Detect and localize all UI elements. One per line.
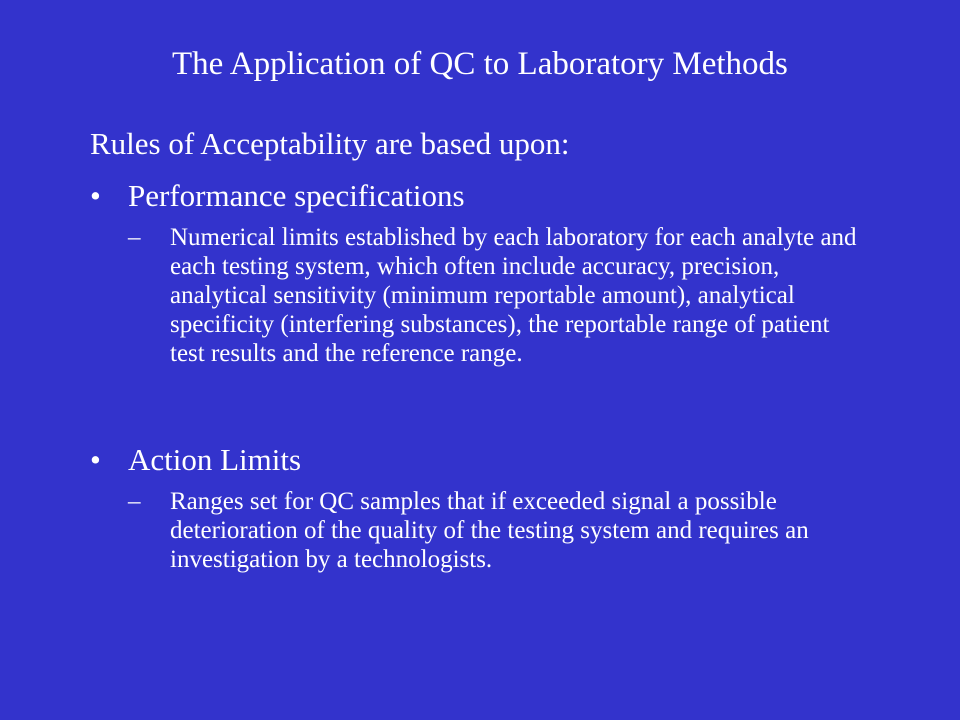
sub-item-text: Ranges set for QC samples that if exceeded signal a possible deterioration of the quality of the testing system and requires an investigation by a technologists. bbox=[170, 488, 809, 573]
intro-text: Rules of Acceptability are based upon: bbox=[90, 126, 570, 161]
bullet-dot: • bbox=[90, 178, 101, 213]
bullet-dot: • bbox=[90, 442, 101, 477]
bullet-performance-specifications bbox=[90, 176, 465, 216]
bullet-action-limits bbox=[90, 440, 301, 480]
sub-item-action-limits bbox=[128, 487, 868, 574]
slide-title: The Application of QC to Laboratory Methods bbox=[172, 46, 788, 82]
bullet-label: Action Limits bbox=[128, 442, 302, 477]
sub-item-performance-specifications bbox=[128, 223, 868, 368]
sub-dash: – bbox=[128, 488, 141, 515]
bullet-label: Performance specifications bbox=[128, 178, 465, 213]
sub-item-text: Numerical limits established by each laboratory for each analyte and each testing system, which often include accuracy, precision, analytical sensitivity (minimum reportable amount), analytical specificity (interfering substances), the reportable range of patient test results and the reference range. bbox=[170, 224, 857, 367]
sub-dash: – bbox=[128, 224, 141, 251]
